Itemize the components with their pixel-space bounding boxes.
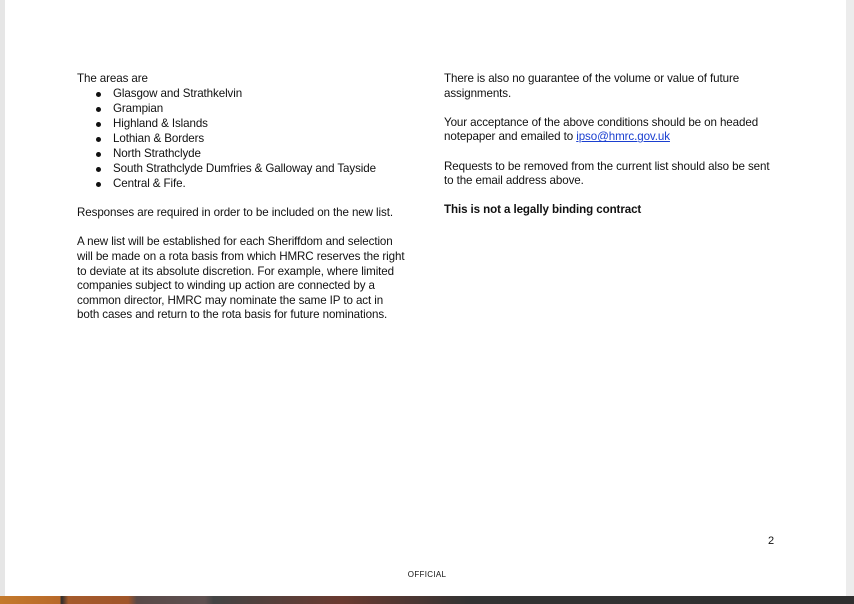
list-item: North Strathclyde	[113, 147, 407, 162]
list-item: Glasgow and Strathkelvin	[113, 87, 407, 102]
acceptance-text: Your acceptance of the above conditions should be on headed notepaper and emailed to	[444, 115, 759, 144]
list-item: Central & Fife.	[113, 177, 407, 192]
list-item: Lothian & Borders	[113, 132, 407, 147]
list-item: Grampian	[113, 102, 407, 117]
right-column	[444, 72, 776, 233]
list-item: Highland & Islands	[113, 117, 407, 132]
footer-classification-label: OFFICIAL	[407, 570, 447, 579]
left-column	[77, 72, 407, 338]
page-number: 2	[768, 535, 775, 547]
binding-notice: This is not a legally binding contract	[444, 203, 642, 217]
acceptance-paragraph	[444, 116, 776, 145]
list-item: South Strathclyde Dumfries & Galloway and Tayside	[113, 162, 407, 177]
email-link[interactable]: ipso@hmrc.gov.uk	[576, 130, 670, 144]
taskbar-strip	[0, 596, 854, 604]
areas-intro: The areas are	[77, 72, 148, 85]
guarantee-paragraph: There is also no guarantee of the volume or value of future assignments.	[444, 72, 740, 100]
new-list-paragraph: A new list will be established for each Sheriffdom and selection will be made on a rota basis from which HMRC reserves the right to deviate at its absolute discretion. For example, where limited companies subject to winding up action are connected by a common director, HMRC may nominate the same IP to act in both cases and return to the rota basis for future nominations.	[77, 235, 405, 322]
removal-paragraph: Requests to be removed from the current list should also be sent to the email address above.	[444, 159, 770, 188]
vertical-scrollbar[interactable]	[846, 0, 854, 596]
responses-paragraph: Responses are required in order to be included on the new list.	[77, 206, 393, 220]
areas-list	[77, 87, 407, 192]
